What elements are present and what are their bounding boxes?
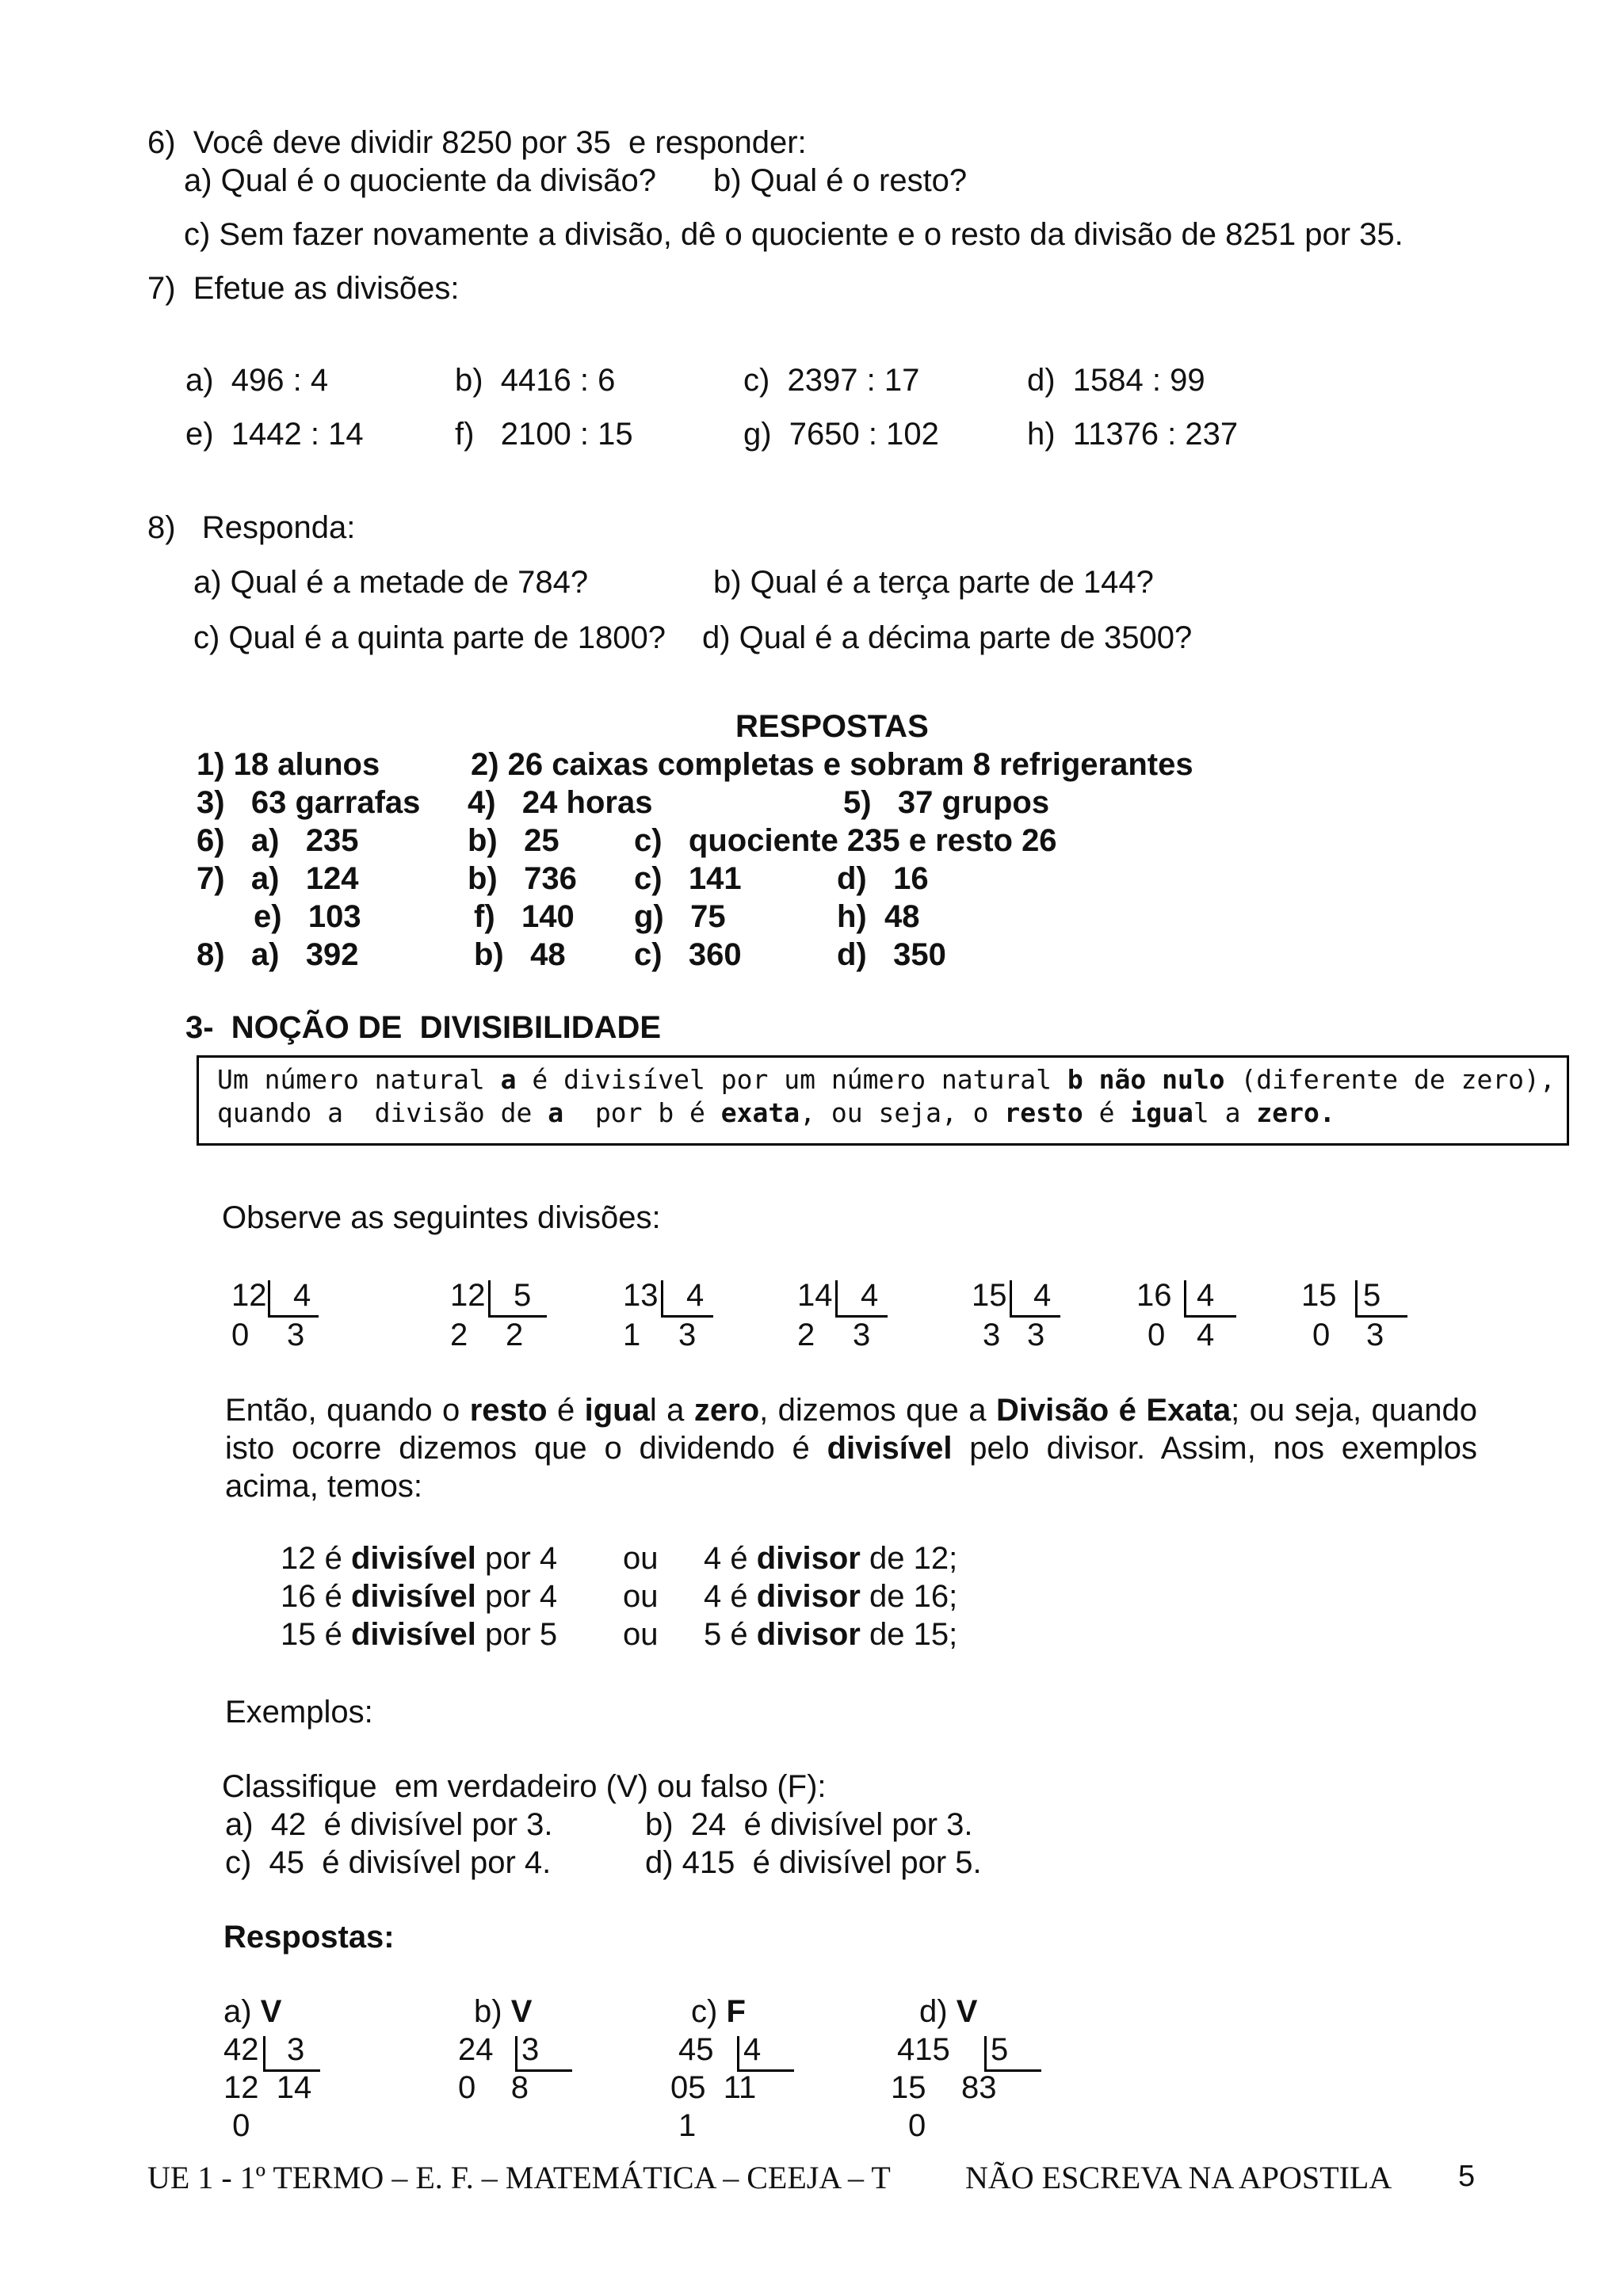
definition-line-2: quando a divisão de a por b é exata, ou seja, o resto é igual a zero.: [217, 1097, 1335, 1128]
divisor: 4: [861, 1278, 879, 1313]
remainder: 0: [1148, 1318, 1166, 1352]
respostas-title: RESPOSTAS: [735, 709, 929, 744]
answer-d-row2: 15 83: [891, 2070, 997, 2105]
classify-title: Classifique em verdadeiro (V) ou falso (F):: [222, 1769, 827, 1804]
quotient: 2: [506, 1318, 524, 1352]
classify-a: a) 42 é divisível por 3.: [225, 1807, 553, 1842]
answer-c-row2: 05 11: [670, 2070, 757, 2105]
answer-a-row2: 12 14: [223, 2070, 312, 2105]
page-number: 5: [1458, 2160, 1476, 2193]
answer-c-label: c) F: [691, 1994, 746, 2029]
dividend: 12: [231, 1278, 267, 1313]
resp-7g: g) 75: [634, 899, 726, 934]
observe-text: Observe as seguintes divisões:: [222, 1200, 661, 1235]
dividend: 15: [1301, 1278, 1337, 1313]
q6-b: b) Qual é o resto?: [713, 163, 968, 198]
answer-b-label: b) V: [474, 1994, 533, 2029]
resp-7a: 7) a) 124: [197, 861, 359, 896]
dividend: 12: [450, 1278, 486, 1313]
answer-c-dividend: 45: [678, 2032, 714, 2067]
division-bar: [835, 1280, 838, 1315]
resp-7c: c) 141: [634, 861, 742, 896]
division-bar: [1184, 1280, 1186, 1315]
answer-d-dividend: 415: [897, 2032, 950, 2067]
division-4: [797, 1277, 892, 1364]
resp-5: 5) 37 grupos: [843, 785, 1050, 820]
definition-line-1: Um número natural a é divisível por um número natural b não nulo (diferente de zero),: [217, 1064, 1556, 1095]
division-bar: [1010, 1280, 1012, 1315]
ou-3: ou: [623, 1617, 659, 1652]
divisor: 5: [1363, 1278, 1381, 1313]
resp-8a: 8) a) 392: [197, 937, 359, 972]
answer-d-label: d) V: [919, 1994, 978, 2029]
resp-8b: b) 48: [474, 937, 566, 972]
answer-a-row3: 0: [223, 2108, 250, 2143]
footer-right: NÃO ESCREVA NA APOSTILA: [965, 2160, 1392, 2195]
explanation-paragraph: Então, quando o resto é igual a zero, dizemos que a Divisão é Exata; ou seja, quando isto ocorre dizemos que o dividendo é divisível pelo divisor. Assim, nos exemplos acima, temos:: [225, 1393, 1477, 1504]
ou-2: ou: [623, 1579, 659, 1614]
resp-6c: c) quociente 235 e resto 26: [634, 823, 1057, 858]
divisible-example-2: 16 é divisível por 4: [281, 1579, 558, 1614]
dividend: 13: [623, 1278, 659, 1313]
divisor-example-2: 4 é divisor de 16;: [704, 1579, 958, 1614]
division-7: [1301, 1277, 1396, 1364]
division-bar: [1355, 1280, 1358, 1315]
resp-6b: b) 25: [468, 823, 559, 858]
division-bar: [488, 1280, 491, 1315]
remainder: 1: [623, 1318, 641, 1352]
divisor: 4: [1197, 1278, 1215, 1313]
q6-title: 6) Você deve dividir 8250 por 35 e responder:: [147, 125, 807, 160]
divisor: 4: [686, 1278, 705, 1313]
exemplos-label: Exemplos:: [225, 1695, 373, 1730]
division-2: [450, 1277, 545, 1364]
answer-a-dividend: 42: [223, 2032, 259, 2067]
divisor-example-3: 5 é divisor de 15;: [704, 1617, 958, 1652]
divisor: 4: [293, 1278, 311, 1313]
dividend: 14: [797, 1278, 833, 1313]
resp-7d: d) 16: [837, 861, 929, 896]
footer-left: UE 1 - 1º TERMO – E. F. – MATEMÁTICA – CEEJA – T: [147, 2160, 891, 2195]
q6-c: c) Sem fazer novamente a divisão, dê o quociente e o resto da divisão de 8251 por 35.: [184, 217, 1403, 252]
q7-item-f: f) 2100 : 15: [455, 417, 633, 452]
q7-item-h: h) 11376 : 237: [1027, 417, 1239, 452]
quotient: 3: [1027, 1318, 1045, 1352]
q7-item-c: c) 2397 : 17: [743, 363, 920, 398]
divisor-example-1: 4 é divisor de 12;: [704, 1541, 958, 1576]
q8-title: 8) Responda:: [147, 510, 356, 545]
q6-a: a) Qual é o quociente da divisão?: [184, 163, 656, 198]
resp-7b: b) 736: [468, 861, 577, 896]
ou-1: ou: [623, 1541, 659, 1576]
quotient: 3: [287, 1318, 305, 1352]
division-bar: [268, 1280, 270, 1315]
resp-8d: d) 350: [837, 937, 946, 972]
answer-c-row3: 1: [678, 2108, 697, 2143]
division-5: [972, 1277, 1067, 1364]
divisor: 4: [1033, 1278, 1052, 1313]
answer-a-divisor: 3: [287, 2032, 305, 2067]
q7-item-a: a) 496 : 4: [185, 363, 329, 398]
resp-1: 1) 18 alunos: [197, 747, 380, 782]
resp-7h: h) 48: [837, 899, 920, 934]
remainder: 0: [231, 1318, 250, 1352]
resp-8c: c) 360: [634, 937, 742, 972]
answer-b-divisor: 3: [521, 2032, 540, 2067]
quotient: 4: [1197, 1318, 1215, 1352]
classify-c: c) 45 é divisível por 4.: [225, 1845, 552, 1880]
classify-b: b) 24 é divisível por 3.: [645, 1807, 973, 1842]
quotient: 3: [678, 1318, 697, 1352]
q8-d: d) Qual é a décima parte de 3500?: [702, 620, 1193, 655]
q7-item-e: e) 1442 : 14: [185, 417, 364, 452]
answer-b-dividend: 24: [458, 2032, 494, 2067]
respostas-label: Respostas:: [223, 1920, 395, 1955]
division-1: [231, 1277, 327, 1364]
q7-item-g: g) 7650 : 102: [743, 417, 939, 452]
answer-b-row2: 0 8: [458, 2070, 529, 2105]
q8-c: c) Qual é a quinta parte de 1800?: [193, 620, 666, 655]
section-heading: 3- NOÇÃO DE DIVISIBILIDADE: [185, 1010, 662, 1045]
quotient: 3: [853, 1318, 871, 1352]
divisible-example-1: 12 é divisível por 4: [281, 1541, 558, 1576]
dividend: 16: [1136, 1278, 1172, 1313]
remainder: 2: [450, 1318, 468, 1352]
resp-7e: e) 103: [254, 899, 361, 934]
resp-2: 2) 26 caixas completas e sobram 8 refrigerantes: [471, 747, 1193, 782]
remainder: 2: [797, 1318, 815, 1352]
division-3: [623, 1277, 718, 1364]
q7-title: 7) Efetue as divisões:: [147, 271, 460, 306]
remainder: 3: [983, 1318, 1001, 1352]
division-bar: [661, 1280, 663, 1315]
answer-d-row3: 0: [908, 2108, 926, 2143]
q8-a: a) Qual é a metade de 784?: [193, 565, 589, 600]
answer-b-bar: [515, 2036, 517, 2069]
q8-b: b) Qual é a terça parte de 144?: [713, 565, 1154, 600]
classify-d: d) 415 é divisível por 5.: [645, 1845, 982, 1880]
q7-item-d: d) 1584 : 99: [1027, 363, 1205, 398]
answer-c-divisor: 4: [743, 2032, 762, 2067]
division-6: [1136, 1277, 1232, 1364]
answer-d-divisor: 5: [991, 2032, 1009, 2067]
resp-3: 3) 63 garrafas: [197, 785, 421, 820]
answer-d-bar: [984, 2036, 987, 2069]
dividend: 15: [972, 1278, 1007, 1313]
answer-a-label: a) V: [223, 1994, 282, 2029]
resp-7f: f) 140: [474, 899, 575, 934]
remainder: 0: [1312, 1318, 1331, 1352]
divisor: 5: [514, 1278, 532, 1313]
resp-6a: 6) a) 235: [197, 823, 359, 858]
q7-item-b: b) 4416 : 6: [455, 363, 616, 398]
answer-c-bar: [737, 2036, 739, 2069]
answer-a-bar: [263, 2036, 265, 2069]
resp-4: 4) 24 horas: [468, 785, 653, 820]
divisible-example-3: 15 é divisível por 5: [281, 1617, 558, 1652]
quotient: 3: [1366, 1318, 1384, 1352]
